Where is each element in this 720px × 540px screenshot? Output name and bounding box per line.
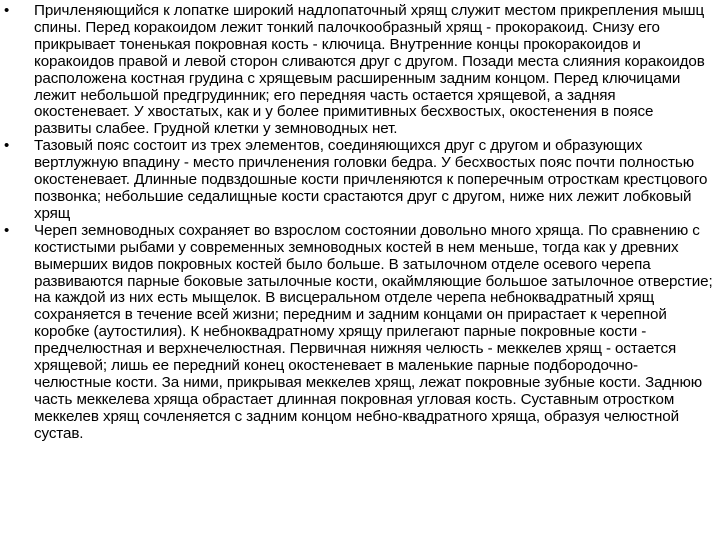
bullet-text: Тазовый пояс состоит из трех элементов, соединяющихся друг с другом и образующих вертлужную впадину - место причленения головки бедра. У бесхвостых пояс почти полностью окостеневает. Длинные подвздошные кости причленяются к поперечным отросткам крестцового позвонка; небольшие седалищные кости срастаются друг с другом, ниже них лежит лобковый хрящ: [34, 137, 708, 222]
bullet-item-skull: [0, 223, 714, 443]
bullet-list: [0, 3, 714, 443]
bullet-item-pelvic-girdle: [0, 138, 714, 223]
bullet-text: Череп земноводных сохраняет во взрослом состоянии довольно много хряща. По сравнению с костистыми рыбами у современных земноводных костей в нем меньше, тогда как у древних вымерших видов покровных костей было больше. В затылочном отделе осевого черепа развиваются парные боковые затылочные кости, окаймляющие большое затылочное отверстие; на каждой из них есть мыщелок. В висцеральном отделе черепа небноквадратный хрящ сохраняется в течение всей жизни; передним и задним концами он прирастает к черепной коробке (аутостилия). К небноквадратному хрящу прилегают парные покровные кости - предчелюстная и верхнечелюстная. Первичная нижняя челюсть - меккелев хрящ - остается хрящевой; лишь ее передний конец окостеневает в маленькие парные подбородочно-челюстные кости. За ними, прикрывая меккелев хрящ, лежат покровные зубные кости. Заднюю часть меккелева хряща обрастает длинная покровная угловая кость. Суставным отростком меккелев хрящ сочленяется с задним концом небно-квадратного хряща, образуя челюстной сустав.: [34, 221, 713, 442]
bullet-marker: •: [4, 2, 10, 19]
bullet-item-shoulder-girdle: [0, 3, 714, 138]
bullet-marker: •: [4, 137, 10, 155]
bullet-text: Причленяющийся к лопатке широкий надлопаточный хрящ служит местом прикрепления мышц спины. Перед коракоидом лежит тонкий палочкообразный хрящ - прокоракоид. Снизу его прикрывает тоненькая покровная кость - ключица. Внутренние концы прокоракоидов и коракоидов правой и левой сторон сливаются друг с другом. Позади места слияния коракоидов расположена костная грудина с хрящевым расширенным задним концом. Перед ключицами лежит небольшой предгрудинник; его передняя часть остается хрящевой, а задняя окостеневает. У хвостатых, как и у более примитивных бесхвостых, окостенения в поясе развиты слабее. Грудной клетки у земноводных нет.: [34, 2, 705, 138]
bullet-marker: •: [4, 221, 10, 239]
